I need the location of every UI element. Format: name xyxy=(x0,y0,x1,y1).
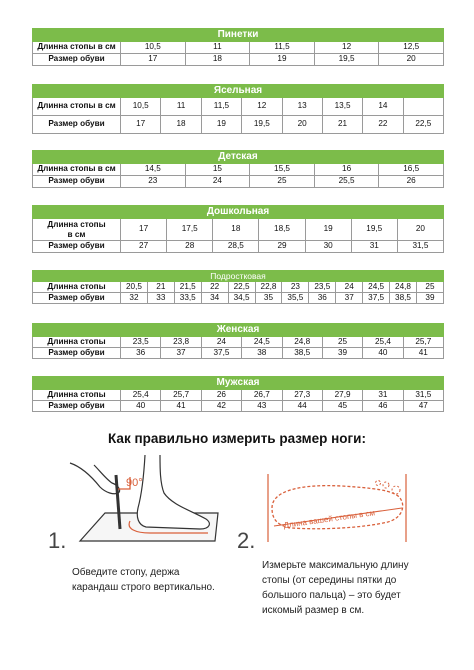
cell: 41 xyxy=(403,348,443,359)
cell: 12 xyxy=(314,42,379,54)
cell: 27,9 xyxy=(322,390,362,401)
cell: 27,3 xyxy=(282,390,322,401)
table-title: Подростковая xyxy=(33,271,444,282)
toe-mark xyxy=(383,482,389,488)
cell: 25,4 xyxy=(121,390,161,401)
cell: 37 xyxy=(161,348,201,359)
table-title: Детская xyxy=(33,151,444,164)
cell: 11 xyxy=(161,98,201,116)
cell: 22,8 xyxy=(255,282,282,293)
table-title-row xyxy=(33,85,444,98)
cell: 24,8 xyxy=(390,282,417,293)
cell: 19,5 xyxy=(351,219,397,241)
table-title: Мужская xyxy=(33,377,444,390)
caption-line: Измерьте максимальную длину xyxy=(262,560,409,571)
cell: 25 xyxy=(250,176,315,188)
row-label: Длинна стопы в см xyxy=(33,164,121,176)
cell: 36 xyxy=(309,293,336,304)
shoe-size-row xyxy=(33,116,444,134)
cell: 19 xyxy=(201,116,241,134)
step-2-caption xyxy=(262,558,409,618)
cell: 17 xyxy=(121,54,186,66)
hand-outline xyxy=(70,463,120,494)
foot-tracing-illustration xyxy=(60,453,230,553)
cell: 40 xyxy=(363,348,403,359)
cell: 28,5 xyxy=(213,241,259,253)
row-label: Размер обуви xyxy=(33,241,121,253)
ruler-label: Длина вашей стопы в см xyxy=(283,508,376,530)
cell: 22 xyxy=(201,282,228,293)
cell: 14 xyxy=(363,98,403,116)
cell: 17 xyxy=(121,219,167,241)
caption-line: карандаш строго вертикально. xyxy=(72,582,215,593)
foot-length-row xyxy=(33,337,444,348)
row-label: Размер обуви xyxy=(33,293,121,304)
row-label: Длинна стопы xyxy=(33,282,121,293)
table-title-row xyxy=(33,324,444,337)
cell: 18,5 xyxy=(259,219,305,241)
foot-length-row xyxy=(33,282,444,293)
cell: 46 xyxy=(363,401,403,412)
cell: 25 xyxy=(322,337,362,348)
cell: 23 xyxy=(121,176,186,188)
cell: 21,5 xyxy=(174,282,201,293)
cell: 24 xyxy=(336,282,363,293)
row-label: Размер обуви xyxy=(33,348,121,359)
cell: 31 xyxy=(363,390,403,401)
shoe-size-row xyxy=(33,293,444,304)
size-table-detskaya xyxy=(32,150,444,188)
table-title: Дошкольная xyxy=(33,206,444,219)
cell: 11,5 xyxy=(250,42,315,54)
step-1-caption xyxy=(72,565,215,595)
cell: 20 xyxy=(379,54,444,66)
angle-label: 90° xyxy=(126,477,143,489)
cell: 21 xyxy=(147,282,174,293)
cell: 47 xyxy=(403,401,443,412)
cell: 39 xyxy=(416,293,443,304)
cell: 38 xyxy=(242,348,282,359)
cell: 38,5 xyxy=(390,293,417,304)
cell: 35,5 xyxy=(282,293,309,304)
foot-length-row xyxy=(33,219,444,241)
cell: 34 xyxy=(201,293,228,304)
cell: 23,5 xyxy=(309,282,336,293)
cell: 33,5 xyxy=(174,293,201,304)
cell: 12,5 xyxy=(379,42,444,54)
cell: 42 xyxy=(201,401,241,412)
cell: 37 xyxy=(336,293,363,304)
cell: 16,5 xyxy=(379,164,444,176)
cell: 16 xyxy=(314,164,379,176)
row-label: Размер обуви xyxy=(33,401,121,412)
table-title: Пинетки xyxy=(33,29,444,42)
foot-outline xyxy=(137,455,209,529)
cell: 38,5 xyxy=(282,348,322,359)
cell: 24 xyxy=(185,176,250,188)
cell: 20 xyxy=(282,116,322,134)
row-label: Размер обуви xyxy=(33,54,121,66)
cell: 13 xyxy=(282,98,322,116)
cell: 36 xyxy=(121,348,161,359)
cell: 17,5 xyxy=(167,219,213,241)
cell: 11 xyxy=(185,42,250,54)
table-title: Ясельная xyxy=(33,85,444,98)
cell: 27 xyxy=(121,241,167,253)
table-title-row xyxy=(33,377,444,390)
table-title-row xyxy=(33,206,444,219)
toe-mark xyxy=(392,486,400,494)
row-label: Длинна стопы в см xyxy=(33,98,121,116)
cell: 22 xyxy=(363,116,403,134)
cell: 45 xyxy=(322,401,362,412)
cell: 37,5 xyxy=(363,293,390,304)
cell: 25,7 xyxy=(161,390,201,401)
cell: 11,5 xyxy=(201,98,241,116)
caption-line: Обведите стопу, держа xyxy=(72,567,180,578)
cell: 25 xyxy=(416,282,443,293)
cell: 19,5 xyxy=(242,116,282,134)
toe-mark xyxy=(376,481,381,486)
row-label: Длинна стопы xyxy=(33,390,121,401)
cell: 24,5 xyxy=(242,337,282,348)
cell: 24,5 xyxy=(363,282,390,293)
foot-length-row xyxy=(33,42,444,54)
row-label: Длинна стопы в см xyxy=(33,219,121,241)
cell: 15,5 xyxy=(250,164,315,176)
cell: 33 xyxy=(147,293,174,304)
foot-length-row xyxy=(33,164,444,176)
cell: 44 xyxy=(282,401,322,412)
cell: 18 xyxy=(185,54,250,66)
cell: 13,5 xyxy=(322,98,362,116)
cell: 29 xyxy=(259,241,305,253)
cell: 39 xyxy=(322,348,362,359)
cell: 25,5 xyxy=(314,176,379,188)
table-title-row xyxy=(33,151,444,164)
row-label: Длинна стопы в см xyxy=(33,42,121,54)
row-label: Длинна стопы xyxy=(33,337,121,348)
cell: 34,5 xyxy=(228,293,255,304)
table-title-row xyxy=(33,29,444,42)
cell: 17 xyxy=(121,116,161,134)
cell: 35 xyxy=(255,293,282,304)
cell: 26,7 xyxy=(242,390,282,401)
cell: 43 xyxy=(242,401,282,412)
size-table-zhenskaya xyxy=(32,323,444,359)
cell: 41 xyxy=(161,401,201,412)
row-label: Размер обуви xyxy=(33,116,121,134)
cell: 10,5 xyxy=(121,42,186,54)
cell: 37,5 xyxy=(201,348,241,359)
shoe-size-row xyxy=(33,348,444,359)
cell: 40 xyxy=(121,401,161,412)
cell: 20,5 xyxy=(121,282,148,293)
foot-length-row xyxy=(33,98,444,116)
cell: 18 xyxy=(161,116,201,134)
cell: 28 xyxy=(167,241,213,253)
cell: 31,5 xyxy=(403,390,443,401)
size-table-pinetki xyxy=(32,28,444,66)
table-title: Женская xyxy=(33,324,444,337)
size-table-yaselnaya xyxy=(32,84,444,134)
cell: 21 xyxy=(322,116,362,134)
cell: 19,5 xyxy=(314,54,379,66)
size-table-muzhskaya xyxy=(32,376,444,412)
caption-line: большого пальца) – это будет xyxy=(262,590,401,601)
shoe-size-row xyxy=(33,241,444,253)
cell: 30 xyxy=(305,241,351,253)
cell: 25,4 xyxy=(363,337,403,348)
cell: 24 xyxy=(201,337,241,348)
size-table-podrostkovaya xyxy=(32,270,444,304)
step-2-number: 2. xyxy=(237,528,256,553)
shoe-size-row xyxy=(33,401,444,412)
size-table-doshkolnaya xyxy=(32,205,444,253)
cell: 19 xyxy=(305,219,351,241)
cell: 26 xyxy=(379,176,444,188)
cell: 18 xyxy=(213,219,259,241)
caption-line: искомый размер в см. xyxy=(262,605,365,616)
row-label: Размер обуви xyxy=(33,176,121,188)
cell: 23,5 xyxy=(121,337,161,348)
cell: 32 xyxy=(121,293,148,304)
cell: 22,5 xyxy=(403,116,443,134)
cell: 23,8 xyxy=(161,337,201,348)
cell: 12 xyxy=(242,98,282,116)
cell: 22,5 xyxy=(228,282,255,293)
cell: 23 xyxy=(282,282,309,293)
cell: 25,7 xyxy=(403,337,443,348)
cell: 20 xyxy=(397,219,443,241)
foot-measure-illustration xyxy=(262,468,412,548)
cell: 14,5 xyxy=(121,164,186,176)
cell: 10,5 xyxy=(121,98,161,116)
howto-title: Как правильно измерить размер ноги: xyxy=(108,431,366,446)
cell: 19 xyxy=(250,54,315,66)
shoe-size-row xyxy=(33,176,444,188)
step-1-number: 1. xyxy=(48,528,67,553)
cell: 26 xyxy=(201,390,241,401)
cell: 31 xyxy=(351,241,397,253)
table-title-row xyxy=(33,271,444,282)
caption-line: стопы (от середины пятки до xyxy=(262,575,397,586)
cell: 31,5 xyxy=(397,241,443,253)
cell: 15 xyxy=(185,164,250,176)
shoe-size-row xyxy=(33,54,444,66)
cell xyxy=(403,98,443,116)
foot-length-row xyxy=(33,390,444,401)
cell: 24,8 xyxy=(282,337,322,348)
